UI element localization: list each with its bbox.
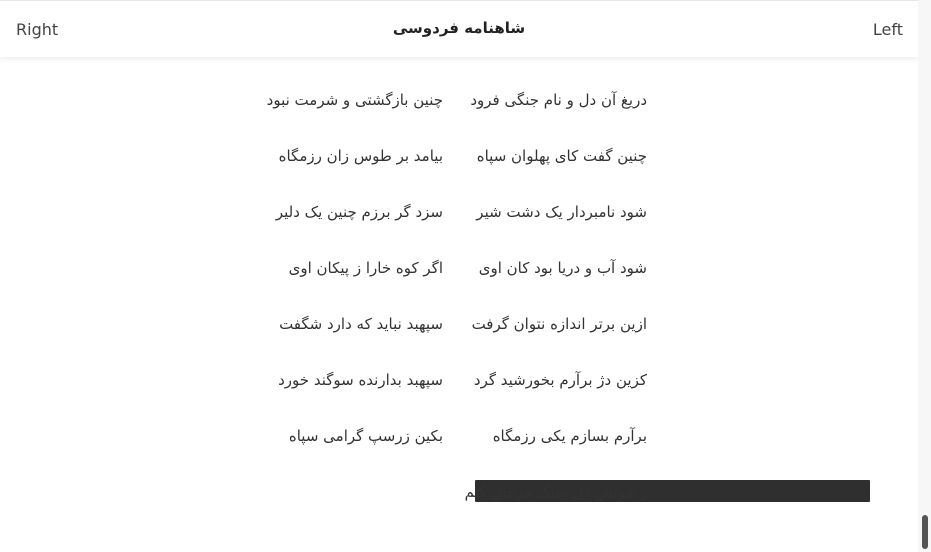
verse-second-hemistich: شود آب و دریا بود کان اوی: [478, 259, 647, 277]
verse-row: [0, 427, 918, 451]
verse-row: [0, 203, 918, 227]
verse-first-hemistich: اگر کوه خارا ز پیکان اوی: [288, 259, 443, 277]
verse-first-hemistich: بیامد بر طوس زان رزمگاه: [278, 147, 443, 165]
verse-second-hemistich: شود نامبردار یک دشت شیر: [476, 203, 647, 221]
verse-first-hemistich: سپهبد نباید که دارد شگفت: [279, 315, 443, 333]
verse-second-hemistich: چنین گفت کای پهلوان سپاه: [476, 147, 647, 165]
verse-row: [0, 259, 918, 283]
verse-row: [0, 315, 918, 339]
top-bar: [0, 0, 918, 57]
scrollbar-thumb[interactable]: [922, 515, 928, 549]
verse-row: [0, 147, 918, 171]
verse-first-hemistich: چنین بازگشتی و شرمت نبود: [266, 91, 443, 109]
vertical-scrollbar[interactable]: [918, 0, 931, 552]
verse-row: [0, 371, 918, 395]
verse-first-hemistich: سپهبد بدارنده سوگند خورد: [278, 371, 443, 389]
verse-second-hemistich: ازین برتر اندازه نتوان گرفت: [471, 315, 647, 333]
verse-first-hemistich: بکین زرسپ گرامی سپاه: [288, 427, 443, 445]
poem-content: [0, 57, 918, 552]
verse-second-hemistich: دریغ آن دل و نام جنگی فرود: [470, 91, 647, 109]
left-button[interactable]: Left: [872, 20, 903, 39]
page-title: شاهنامه فردوسی: [392, 19, 526, 37]
verse-first-hemistich: سزد گر برزم چنین یک دلیر: [275, 203, 443, 221]
verse-second-hemistich: برآرم بسازم یکی رزمگاه: [492, 427, 647, 445]
right-button[interactable]: Right: [16, 20, 59, 39]
verse-second-hemistich: ز خونش دل سنگ مرجان کنم: [464, 483, 647, 501]
verse-second-hemistich: کزین دژ برآرم بخورشید گرد: [473, 371, 647, 389]
verse-row: [0, 483, 918, 507]
verse-row: [0, 91, 918, 115]
